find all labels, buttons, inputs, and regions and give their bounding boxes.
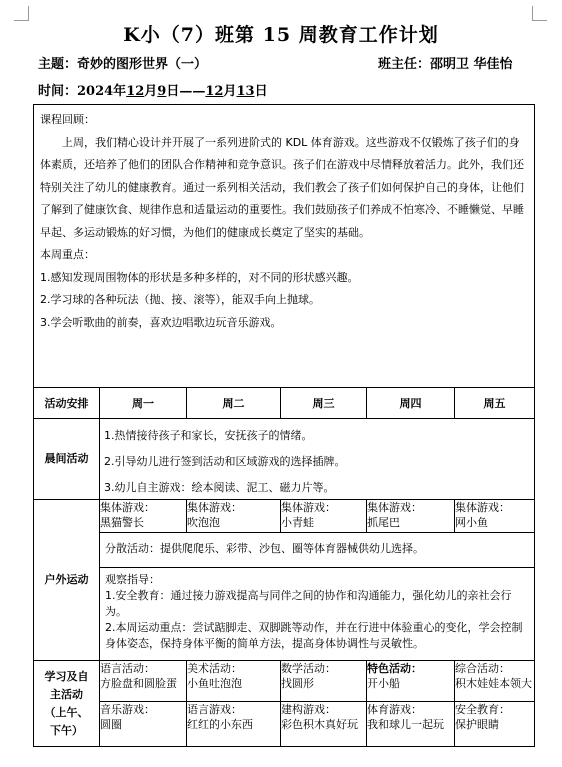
learning-thursday-2	[367, 702, 455, 747]
outdoor-game-wednesday	[281, 500, 367, 533]
outdoor-guide-row	[34, 568, 535, 661]
outdoor-label: 户外运动	[34, 500, 100, 661]
game-type: 集体游戏：	[367, 501, 422, 514]
activity-name: 我和球儿一起玩	[367, 718, 444, 731]
time-sep-range: 日——	[166, 84, 206, 99]
end-month: 12	[205, 84, 224, 99]
header-monday: 周一	[100, 388, 187, 419]
learning-label-line: （上午、	[44, 705, 89, 719]
outdoor-game-monday	[100, 500, 187, 533]
learning-row-2	[34, 702, 535, 747]
activity-name: 小鱼吐泡泡	[187, 677, 242, 690]
activity-name: 找圆形	[281, 677, 314, 690]
game-type: 集体游戏：	[100, 501, 155, 514]
focus-item: 3.学会听歌曲的前奏，喜欢边唱歌边玩音乐游戏。	[40, 315, 282, 329]
learning-row-1	[34, 661, 535, 702]
activity-type: 综合活动：	[455, 662, 510, 675]
game-type: 集体游戏：	[281, 501, 336, 514]
review-cell	[34, 105, 535, 388]
end-day: 13	[236, 84, 255, 99]
activity-type: 数学活动：	[281, 662, 336, 675]
game-name: 黑猫警长	[100, 516, 144, 529]
activity-type: 安全教育：	[455, 703, 510, 716]
learning-wednesday-2	[281, 702, 367, 747]
activity-type: 美术活动：	[187, 662, 242, 675]
activity-type: 体育游戏：	[367, 703, 422, 716]
header-wednesday: 周三	[281, 388, 367, 419]
learning-wednesday-1	[281, 661, 367, 702]
activity-type: 特色活动：	[367, 662, 422, 675]
focus-item: 1.感知发现周围物体的形状是多种多样的，对不同的形状感兴趣。	[40, 270, 359, 284]
guide-item: 2.本周运动重点：尝试踮脚走、双脚跳等动作，并在行进中体验重心的变化，学会控制身体姿态，保持身体平衡的简单方法，提高身体协调性与灵敏性。	[105, 621, 523, 650]
learning-label	[34, 661, 100, 747]
morning-content	[100, 419, 535, 500]
morning-row	[34, 419, 535, 500]
game-name: 抓尾巴	[367, 516, 400, 529]
table-header-row	[34, 388, 535, 419]
game-name: 小青蛙	[281, 516, 314, 529]
activity-type: 语言活动：	[100, 662, 155, 675]
header-tuesday: 周二	[187, 388, 281, 419]
outdoor-guide	[100, 568, 535, 661]
learning-label-line: 下午）	[50, 723, 83, 737]
time-sep-month1: 月	[144, 84, 158, 99]
activity-name: 开小船	[367, 677, 400, 690]
time-line	[38, 80, 268, 99]
page-title: K小（7）班第 15 周教育工作计划	[123, 24, 439, 46]
learning-label-line: 主活动	[50, 687, 83, 701]
guide-item: 1.安全教育：通过接力游戏提高与同伴之间的协作和沟通能力，强化幼儿的亲社会行为。	[105, 589, 512, 618]
learning-monday-2	[100, 702, 187, 747]
outdoor-game-tuesday	[187, 500, 281, 533]
focus-item: 2.学习球的各种玩法（抛、接、滚等），能双手向上抛球。	[40, 293, 320, 306]
activity-type: 语言游戏：	[187, 703, 242, 716]
activity-name: 积木娃娃本领大	[455, 677, 532, 690]
start-day: 9	[157, 84, 167, 99]
theme-line: 主题：奇妙的图形世界（一）	[38, 57, 208, 72]
scatter-text: 分散活动：提供爬爬乐、彩带、沙包、圈等体育器械供幼儿选择。	[105, 542, 424, 555]
outdoor-scatter	[100, 533, 535, 568]
learning-friday-1	[455, 661, 535, 702]
game-name: 网小鱼	[455, 516, 488, 529]
learning-tuesday-1	[187, 661, 281, 702]
activity-name: 彩色积木真好玩	[281, 718, 358, 731]
activity-type: 音乐游戏：	[100, 703, 155, 716]
morning-item: 3.幼儿自主游戏：绘本阅读、泥工、磁力片等。	[104, 481, 335, 494]
activity-name: 方脸盘和圆脸蛋	[100, 677, 177, 690]
header-thursday: 周四	[367, 388, 455, 419]
review-paragraph: 上周，我们精心设计并开展了一系列进阶式的 KDL 体育游戏。这些游戏不仅锻炼了孩子们的身体素质，还培养了他们的团队合作精神和竞争意识。孩子们在游戏中尽情释放着活力。此外，我们还特别关注了幼儿的健康教育。通过一系列相关活动，我们教会了孩子们如何保护自己的身体，让他们了解到了健康饮食、规律作息和适量运动的重要性。我们鼓励孩子们养成不怕寒冷、不睡懒觉、早睡早起、多运动锻炼的好习惯，为他们的健康成长奠定了坚实的基础。	[40, 135, 524, 239]
activity-name: 圆圈	[100, 718, 122, 731]
review-heading: 课程回顾：	[40, 113, 95, 126]
learning-label-line: 学习及自	[44, 669, 89, 683]
game-type: 集体游戏：	[187, 501, 242, 514]
morning-item: 1.热情接待孩子和家长，安抚孩子的情绪。	[104, 429, 313, 442]
game-name: 吹泡泡	[187, 516, 220, 529]
morning-label: 晨间活动	[34, 419, 100, 500]
plan-table	[33, 104, 535, 747]
outdoor-game-thursday	[367, 500, 455, 533]
header-friday: 周五	[455, 388, 535, 419]
activity-name: 红红的小东西	[187, 718, 253, 731]
activity-name: 保护眼睛	[455, 718, 499, 731]
start-month: 12	[126, 84, 145, 99]
teacher-line: 班主任：邵明卫 华佳怡	[378, 57, 513, 72]
outdoor-scatter-row	[34, 533, 535, 568]
outdoor-game-row	[34, 500, 535, 533]
time-prefix: 时间：2024年	[38, 84, 127, 99]
guide-heading: 观察指导：	[105, 573, 160, 586]
game-type: 集体游戏：	[455, 501, 510, 514]
header-activity: 活动安排	[34, 388, 100, 419]
corner-mark-right	[532, 6, 547, 21]
learning-thursday-1	[367, 661, 455, 702]
learning-monday-1	[100, 661, 187, 702]
corner-mark-left	[14, 6, 29, 21]
time-sep-day: 日	[254, 84, 268, 99]
activity-type: 建构游戏：	[281, 703, 336, 716]
learning-tuesday-2	[187, 702, 281, 747]
time-sep-month2: 月	[223, 84, 237, 99]
learning-friday-2	[455, 702, 535, 747]
morning-item: 2.引导幼儿进行签到活动和区域游戏的选择插牌。	[104, 455, 346, 468]
outdoor-game-friday	[455, 500, 535, 533]
focus-heading: 本周重点：	[40, 248, 95, 261]
